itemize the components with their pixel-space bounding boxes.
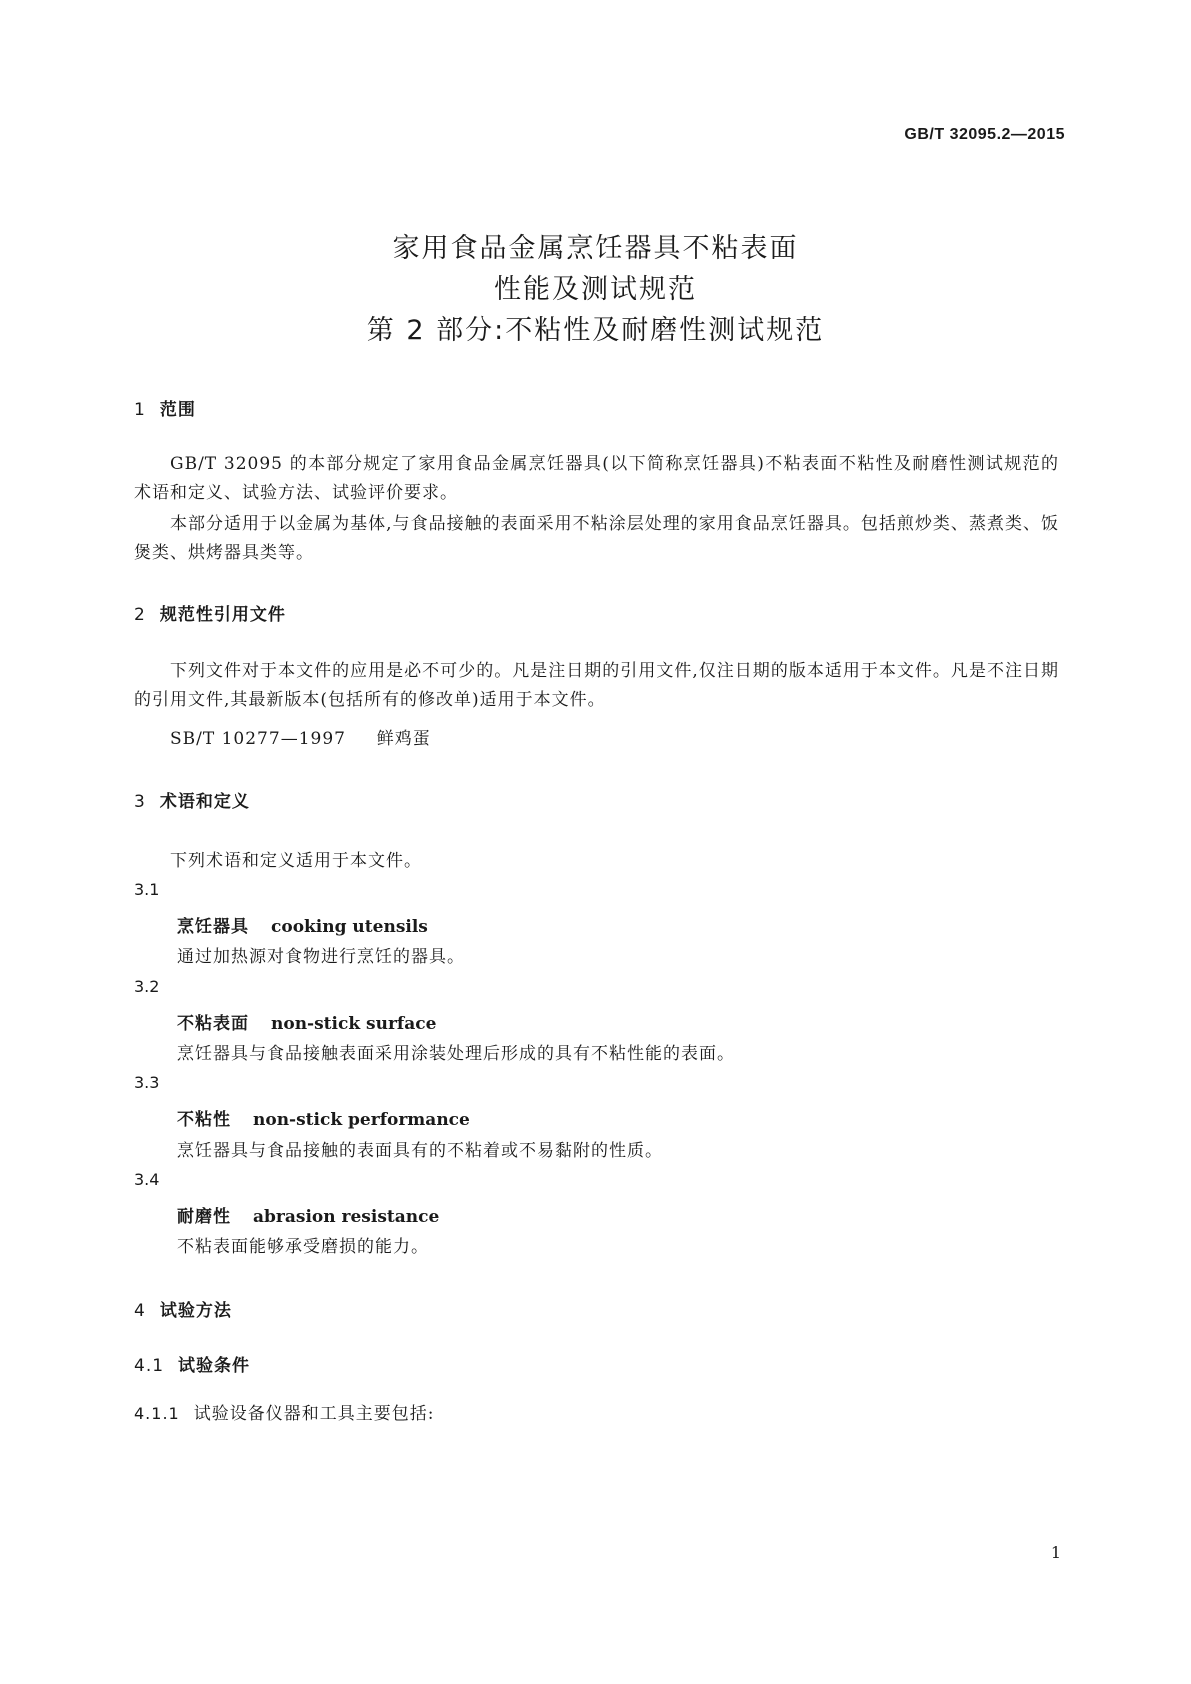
term-name-zh: 不粘表面 [177,1014,249,1034]
section-number: 1 [134,400,146,420]
section-3-heading [134,787,250,812]
normative-reference [170,724,431,749]
term-definition: 烹饪器具与食品接触表面采用涂装处理后形成的具有不粘性能的表面。 [177,1044,735,1064]
section-1-heading [134,395,196,420]
section-number: 2 [134,605,146,625]
section-title: 试验方法 [159,1301,232,1321]
term-number: 3.1 [134,880,160,899]
section-3-intro: 下列术语和定义适用于本文件。 [170,851,422,871]
standard-number: GB/T 32095.2—2015 [904,126,1065,143]
section-2-paragraph-1: 下列文件对于本文件的应用是必不可少的。凡是注日期的引用文件,仅注日期的版本适用于本文件。凡是不注日期的引用文件,其最新版本(包括所有的修改单)适用于本文件。 [134,661,1059,710]
section-1-paragraph-2: 本部分适用于以金属为基体,与食品接触的表面采用不粘涂层处理的家用食品烹饪器具。包括煎炒类、蒸煮类、饭煲类、烘烤器具类等。 [134,514,1059,563]
title-line-2: 性能及测试规范 [494,274,697,305]
subsection-number: 4.1.1 [134,1404,180,1423]
section-title: 规范性引用文件 [159,605,286,625]
section-number: 4 [134,1301,146,1321]
term-name [177,1009,436,1034]
section-number: 3 [134,792,146,812]
section-1-paragraph-1: GB/T 32095 的本部分规定了家用食品金属烹饪器具(以下简称烹饪器具)不粘表面不粘性及耐磨性测试规范的术语和定义、试验方法、试验评价要求。 [134,454,1059,503]
term-name [177,912,428,937]
term-name-en: non-stick performance [253,1110,470,1130]
term-name-zh: 不粘性 [177,1110,231,1130]
term-name-en: cooking utensils [271,917,428,937]
subsection-4-1-heading [134,1351,250,1376]
term-name [177,1105,470,1130]
term-name-zh: 耐磨性 [177,1207,231,1227]
subsection-4-1-1 [134,1399,434,1424]
term-definition: 不粘表面能够承受磨损的能力。 [177,1237,429,1257]
title-line-1: 家用食品金属烹饪器具不粘表面 [392,233,799,264]
reference-title: 鲜鸡蛋 [376,729,431,749]
subsection-number: 4.1 [134,1356,165,1376]
term-name-zh: 烹饪器具 [177,917,249,937]
term-name-en: abrasion resistance [253,1207,440,1227]
term-number: 3.3 [134,1073,160,1092]
subsection-text: 试验设备仪器和工具主要包括: [193,1404,435,1424]
page-number: 1 [1050,1543,1061,1562]
section-title: 术语和定义 [159,792,250,812]
term-name [177,1202,439,1227]
term-definition: 通过加热源对食物进行烹饪的器具。 [177,947,465,967]
reference-code: SB/T 10277—1997 [170,729,346,749]
section-title: 范围 [159,400,196,420]
term-number: 3.4 [134,1170,160,1189]
term-name-en: non-stick surface [271,1014,437,1034]
subsection-title: 试验条件 [178,1356,251,1376]
title-line-3: 第 2 部分:不粘性及耐磨性测试规范 [366,315,825,346]
section-2-heading [134,600,286,625]
term-number: 3.2 [134,977,160,996]
section-4-heading [134,1296,232,1321]
term-definition: 烹饪器具与食品接触的表面具有的不粘着或不易黏附的性质。 [177,1141,663,1161]
document-title [0,228,1191,351]
